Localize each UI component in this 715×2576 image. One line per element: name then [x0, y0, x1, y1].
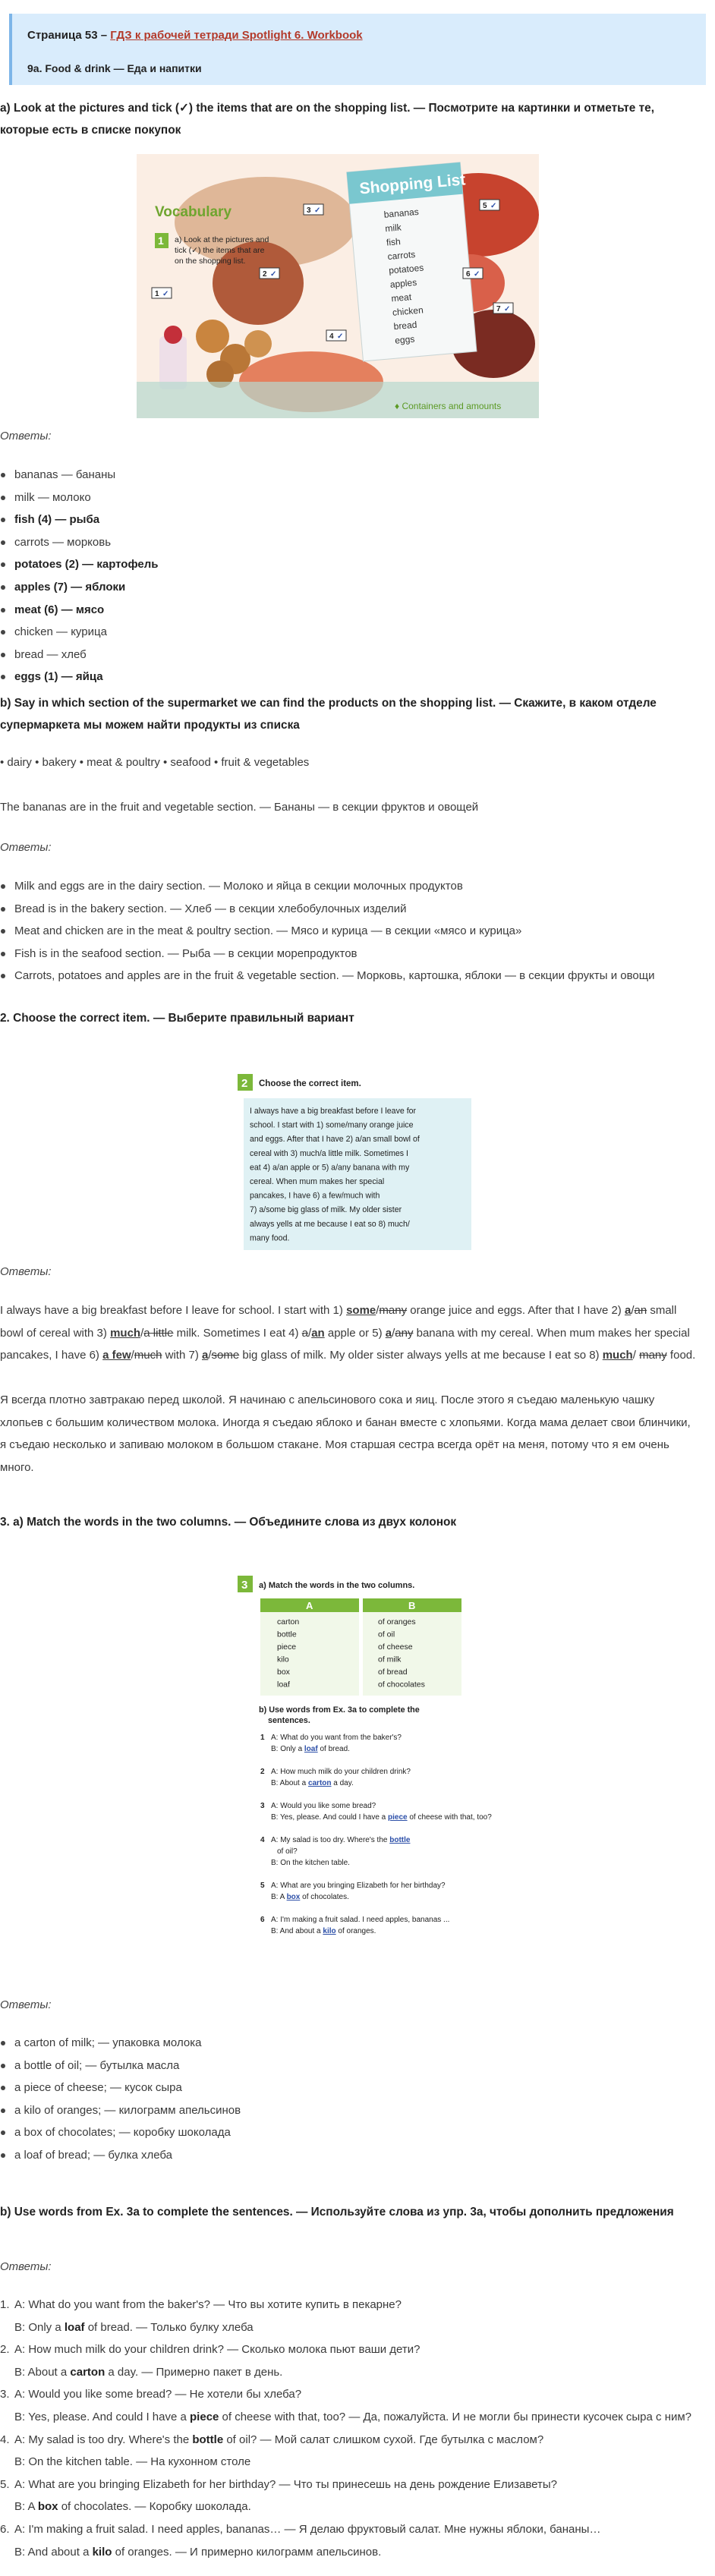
slash: / [208, 1349, 212, 1362]
col-a-item: loaf [277, 1680, 290, 1690]
slash: / [376, 1304, 380, 1317]
tick-box [152, 288, 172, 298]
ex3a-image [238, 1571, 492, 1986]
dialogue-number: 4. [0, 2433, 10, 2446]
answer-item: Milk and eggs are in the dairy section. — Молоко и яйца в секции молочных продуктов [0, 875, 698, 898]
dialogue-item [0, 2383, 698, 2428]
answer-item: bread — хлеб [0, 644, 698, 666]
ex2-text-line: pancakes, I have 6) a few/much with [250, 1191, 380, 1201]
ex2-answer-en [0, 1299, 698, 1367]
ex2-image [238, 1068, 478, 1254]
shopping-list-item: potatoes [388, 262, 424, 276]
dialogue-number: 1. [0, 2298, 10, 2311]
correct-choice: a [624, 1304, 632, 1317]
ex3b-task: b) Use words from Ex. 3a to complete the sentences. — Используйте слова из упр. 3а, чтобы дополнить предложения [0, 2206, 674, 2219]
ex1a-image-number: 1 [158, 235, 164, 247]
ex2-answers-label: Ответы: [0, 1265, 52, 1278]
wrong-choice: many [639, 1349, 667, 1362]
answer-item: a kilo of oranges; — килограмм апельсинов [0, 2099, 698, 2122]
ex3a-illustration [238, 1571, 492, 1986]
svg-text:✓: ✓ [474, 270, 480, 279]
ex1a-illustration [137, 154, 539, 418]
svg-text:✓: ✓ [490, 202, 497, 210]
shopping-list-item: fish [386, 236, 402, 248]
dialogue-item [0, 2338, 698, 2383]
wrong-choice: an [634, 1304, 647, 1317]
answer-item: fish (4) — рыба [0, 509, 698, 531]
svg-text:4: 4 [329, 332, 334, 341]
answer-text: with 7) [162, 1349, 202, 1362]
wrong-choice: some [211, 1349, 240, 1362]
svg-text:5: 5 [483, 202, 487, 210]
ex3b-image-title-2: sentences. [268, 1716, 310, 1725]
shopping-list-item: apples [389, 276, 417, 290]
sentence-b: B: And about a kilo of oranges. [271, 1927, 376, 1935]
containers-footer: ♦ Containers and amounts [395, 401, 502, 411]
answer-item: milk — молоко [0, 487, 698, 509]
slash: / [308, 1326, 312, 1340]
ex3b-image-title-1: b) Use words from Ex. 3a to complete the [259, 1705, 420, 1715]
ex2-text-line: eat 4) a/an apple or 5) a/any banana with my [250, 1163, 410, 1173]
dialogue-b: B: Only a loaf of bread. — Только булку хлеба [14, 2320, 254, 2334]
sentence-a: A: What do you want from the baker's? [271, 1734, 402, 1742]
sentence-b: B: About a carton a day. [271, 1779, 354, 1787]
page-prefix: Страница 53 – [27, 29, 108, 42]
svg-text:✓: ✓ [162, 290, 169, 298]
col-a-item: piece [277, 1642, 297, 1652]
svg-text:3: 3 [307, 206, 311, 215]
ex2-text-line: cereal with 3) much/a little milk. Sometimes I [250, 1148, 408, 1158]
shopping-list-item: carrots [387, 248, 416, 263]
slash: / [140, 1326, 144, 1340]
sentence-b: B: On the kitchen table. [271, 1859, 350, 1867]
ex1b-example: The bananas are in the fruit and vegetable section. — Бананы — в секции фруктов и овощей [0, 801, 479, 814]
sentence-a: A: How much milk do your children drink? [271, 1768, 411, 1776]
shopping-list-item: bananas [383, 206, 420, 220]
ex1a-image-task-1: a) Look at the pictures and [175, 235, 269, 244]
ex2-text-line: I always have a big breakfast before I leave for [250, 1107, 417, 1116]
answer-text: I always have a big breakfast before I leave for school. I start with 1) [0, 1304, 347, 1317]
col-b-item: of chocolates [378, 1680, 425, 1690]
dialogue-item [0, 2429, 698, 2474]
sentence-a: A: Would you like some bread? [271, 1802, 376, 1810]
answer-text: big glass of milk. My older sister always yells at me because I eat so 8) [239, 1349, 603, 1362]
answer-item: a bottle of oil; — бутылка масла [0, 2055, 698, 2077]
col-a-item: carton [277, 1617, 300, 1627]
answer-item: a piece of cheese; — кусок сыра [0, 2077, 698, 2099]
svg-text:6: 6 [466, 270, 471, 279]
ex1a-image [137, 154, 539, 418]
col-a-item: box [277, 1667, 290, 1677]
dialogue-a: A: How much milk do your children drink? — Сколько молока пьют ваши дети? [14, 2343, 420, 2357]
ex1a-answers-list [0, 464, 698, 688]
ex2-task: 2. Choose the correct item. — Выберите правильный вариант [0, 1012, 354, 1025]
ex1b-answers-label: Ответы: [0, 841, 52, 854]
ex3a-image-title: a) Match the words in the two columns. [259, 1581, 415, 1590]
answer-text: food. [666, 1349, 696, 1362]
sentence-number: 6 [260, 1916, 265, 1924]
shopping-list-title: Shopping List [358, 171, 467, 198]
slash: / [131, 1349, 134, 1362]
tick-box [463, 268, 483, 279]
dialogue-number: 2. [0, 2343, 10, 2357]
ex2-text-line: school. I start with 1) some/many orange juice [250, 1120, 414, 1130]
tick-box [480, 200, 499, 210]
answer-item: chicken — курица [0, 621, 698, 644]
col-b-item: of oranges [378, 1617, 416, 1627]
wrong-choice: much [134, 1349, 162, 1362]
sentence-b: B: A box of chocolates. [271, 1893, 349, 1901]
answer-item: Bread is in the bakery section. — Хлеб — в секции хлебобулочных изделий [0, 898, 698, 921]
correct-choice: much [602, 1349, 633, 1362]
sentence-number: 2 [260, 1768, 265, 1776]
ex3a-answers-list [0, 2032, 698, 2167]
svg-text:✓: ✓ [504, 305, 511, 313]
dialogue-a: A: Would you like some bread? — Не хотели бы хлеба? [14, 2388, 302, 2401]
dialogue-number: 3. [0, 2388, 10, 2401]
col-b-item: of bread [378, 1667, 408, 1677]
answer-item: eggs (1) — яйца [0, 666, 698, 688]
shopping-list-item: eggs [394, 333, 415, 346]
answer-text: apple or 5) [324, 1326, 386, 1340]
tick-box [493, 303, 513, 313]
sentence-number: 3 [260, 1802, 265, 1810]
dialogue-b: B: Yes, please. And could I have a piece of cheese with that, too? — Да, пожалуйста. И не могли бы принести кусочек сыра с ним? [14, 2410, 692, 2423]
answer-item: Carrots, potatoes and apples are in the fruit & vegetable section. — Морковь, картошка, яблоки — в секции фрукты и овощи [0, 965, 698, 987]
answer-text: orange juice and eggs. After that I have 2) [407, 1304, 625, 1317]
ex3b-answers-label: Ответы: [0, 2260, 52, 2273]
ex3a-image-number: 3 [241, 1579, 248, 1592]
ex2-text-line: always yells at me because I eat so 8) much/ [250, 1219, 410, 1229]
svg-text:✓: ✓ [314, 206, 321, 215]
sentence-a-cont: of oil? [277, 1847, 298, 1856]
ex1a-answers-label: Ответы: [0, 430, 52, 442]
answer-item: Meat and chicken are in the meat & poultry section. — Мясо и курица — в секции «мясо и курица» [0, 920, 698, 943]
dialogue-number: 6. [0, 2522, 10, 2536]
answer-item: carrots — морковь [0, 531, 698, 554]
ex2-image-title: Choose the correct item. [259, 1079, 361, 1088]
shopping-list-item: meat [390, 291, 412, 304]
ex2-illustration [238, 1068, 478, 1254]
answer-item: Fish is in the seafood section. — Рыба — в секции морепродуктов [0, 943, 698, 965]
sentence-b: B: Only a loaf of bread. [271, 1745, 350, 1753]
ex2-answer-ru: Я всегда плотно завтракаю перед школой. Я начинаю с апельсинового сока и яиц. После этого я съедаю маленькую чашку хлопьев с большим количеством молока. Иногда я съедаю яблоко и банан вместе с хлопьями. Когда мама делает свои блинчики, я съедаю несколько и запиваю молоком в большом стакане. Моя старшая сестра всегда орёт на меня, потому что я ем очень много. [0, 1393, 691, 1474]
tick-box [304, 204, 323, 215]
col-b-head: B [408, 1600, 416, 1611]
sentence-number: 1 [260, 1734, 265, 1742]
svg-text:✓: ✓ [270, 270, 277, 279]
answer-text: milk. Sometimes I eat 4) [173, 1326, 302, 1340]
col-b-item: of oil [378, 1630, 395, 1639]
tick-box [326, 330, 346, 341]
svg-text:1: 1 [155, 290, 159, 298]
answer-item: a loaf of bread; — булка хлеба [0, 2144, 698, 2167]
slash: / [392, 1326, 395, 1340]
dialogue-number: 5. [0, 2477, 10, 2491]
correct-choice: some [346, 1304, 376, 1317]
correct-choice: a [201, 1349, 209, 1362]
dialogue-b: B: And about a kilo of oranges. — И примерно килограмм апельсинов. [14, 2545, 382, 2559]
shopping-list-item: chicken [392, 304, 424, 318]
sentence-a: A: I'm making a fruit salad. I need apples, bananas ... [271, 1916, 450, 1924]
sentence-number: 5 [260, 1882, 265, 1890]
sentence-a: A: What are you bringing Elizabeth for her birthday? [271, 1882, 446, 1890]
wrong-choice: many [379, 1304, 408, 1317]
col-a-item: bottle [277, 1630, 297, 1639]
dialogue-a: A: What are you bringing Elizabeth for her birthday? — Что ты принесешь на день рождение Елизаветы? [14, 2477, 558, 2491]
slash: / [632, 1349, 640, 1362]
workbook-link[interactable]: ГДЗ к рабочей тетради Spotlight 6. Workbook [110, 29, 363, 42]
correct-choice: an [311, 1326, 325, 1340]
ex1b-answers-list [0, 875, 698, 987]
ex2-text-line: cereal. When mum makes her special [250, 1177, 385, 1186]
ex2-text-line: and eggs. After that I have 2) a/an small bowl of [250, 1135, 420, 1145]
ex1a-task: a) Look at the pictures and tick (✓) the items that are on the shopping list. — Посмотрите на картинки и отметьте те, которые есть в списке покупок [0, 102, 655, 137]
ex1a-image-task-3: on the shopping list. [175, 257, 246, 266]
wrong-choice: a [301, 1326, 309, 1340]
svg-text:✓: ✓ [337, 332, 344, 341]
ex3a-answers-label: Ответы: [0, 1998, 52, 2011]
answer-item: a box of chocolates; — коробку шоколада [0, 2121, 698, 2144]
slash: / [631, 1304, 635, 1317]
ex3a-task: 3. a) Match the words in the two columns. — Объедините слова из двух колонок [0, 1516, 457, 1529]
col-b-item: of cheese [378, 1642, 413, 1652]
dialogue-item [0, 2294, 698, 2338]
vocabulary-label: Vocabulary [155, 204, 232, 220]
answer-text: banana with my cereal. When mum makes her special pancakes, I have 6) [0, 1326, 690, 1362]
ex1a-image-task-2: tick (✓) the items that are [175, 246, 265, 255]
dialogue-b: B: About a carton a day. — Примерно пакет в день. [14, 2365, 283, 2379]
dialogue-a: A: What do you want from the baker's? — Что вы хотите купить в пекарне? [14, 2298, 402, 2311]
col-a-head: A [306, 1600, 313, 1611]
answer-item: a carton of milk; — упаковка молока [0, 2032, 698, 2055]
svg-text:7: 7 [496, 305, 501, 313]
header-subtitle: 9a. Food & drink — Еда и напитки [27, 62, 202, 74]
correct-choice: a [385, 1326, 392, 1340]
correct-choice: a few [102, 1349, 131, 1362]
sentence-number: 4 [260, 1836, 265, 1844]
answer-item: apples (7) — яблоки [0, 576, 698, 599]
dialogue-b: B: A box of chocolates. — Коробку шоколада. [14, 2500, 251, 2514]
svg-text:2: 2 [263, 270, 267, 279]
dialogue-a: A: My salad is too dry. Where's the bottle of oil? — Мой салат слишком сухой. Где бутылка с маслом? [14, 2433, 544, 2446]
tick-box [260, 268, 279, 279]
sentence-a: A: My salad is too dry. Where's the bottle [271, 1836, 411, 1844]
ex2-image-number: 2 [241, 1077, 248, 1090]
col-a-item: kilo [277, 1655, 289, 1664]
shopping-list-item: milk [384, 222, 402, 235]
shopping-list-item: bread [393, 319, 417, 332]
answer-item: meat (6) — мясо [0, 599, 698, 622]
ex3b-answers-list [0, 2294, 698, 2563]
answer-text: small bowl of cereal with 3) [0, 1304, 677, 1340]
wrong-choice: any [395, 1326, 414, 1340]
ex1b-sections: • dairy • bakery • meat & poultry • seafood • fruit & vegetables [0, 756, 310, 769]
dialogue-b: B: On the kitchen table. — На кухонном столе [14, 2455, 251, 2469]
dialogue-item [0, 2518, 698, 2563]
correct-choice: much [110, 1326, 141, 1340]
wrong-choice: a little [143, 1326, 174, 1340]
answer-item: potatoes (2) — картофель [0, 553, 698, 576]
ex1b-task: b) Say in which section of the supermarket we can find the products on the shopping list. — Скажите, в каком отделе супермаркета мы можем найти продукты из списка [0, 697, 657, 732]
answer-item: bananas — бананы [0, 464, 698, 487]
sentence-b: B: Yes, please. And could I have a piece of cheese with that, too? [271, 1813, 492, 1822]
col-b-item: of milk [378, 1655, 402, 1664]
ex2-text-line: many food. [250, 1233, 290, 1243]
dialogue-a: A: I'm making a fruit salad. I need apples, bananas… — Я делаю фруктовый салат. Мне нужны яблоки, бананы… [14, 2522, 601, 2536]
header-title [27, 29, 363, 42]
ex2-text-line: 7) a/some big glass of milk. My older sister [250, 1205, 402, 1215]
page-header [9, 14, 706, 85]
dialogue-item [0, 2474, 698, 2518]
